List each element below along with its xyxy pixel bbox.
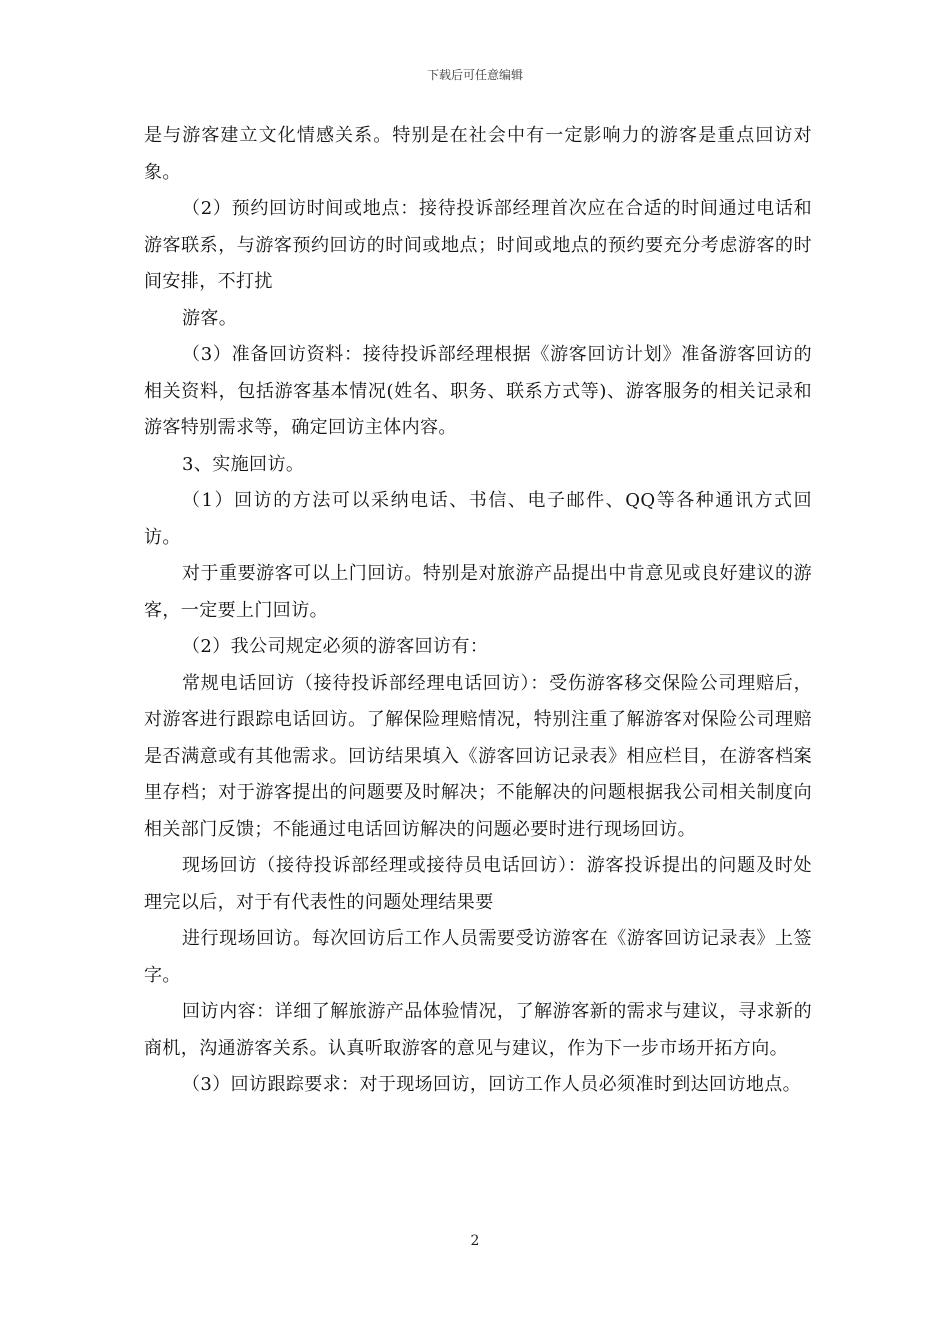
section-heading-3: 3、实施回访。 — [182, 453, 305, 475]
paragraph-3: 游客。 — [182, 307, 238, 329]
paragraph-11: 进行现场回访。每次回访后工作人员需要受访游客在《游客回访记录表》上签字。 — [144, 928, 812, 986]
paragraph-7: 对于重要游客可以上门回访。特别是对旅游产品提出中肯意见或良好建议的游客，一定要上门回访。 — [144, 563, 812, 621]
page-header: 下载后可任意编辑 — [426, 68, 523, 82]
paragraph-1: 是与游客建立文化情感关系。特别是在社会中有一定影响力的游客是重点回访对象。 — [144, 125, 812, 183]
page-number: 2 — [470, 1233, 480, 1249]
paragraph-8: （2）我公司规定必须的游客回访有： — [182, 636, 489, 657]
paragraph-12: 回访内容：详细了解旅游产品体验情况，了解游客新的需求与建议，寻求新的商机，沟通游客关系。认真听取游客的意见与建议，作为下一步市场开拓方向。 — [144, 1001, 812, 1059]
paragraph-2: （2）预约回访时间或地点：接待投诉部经理首次应在合适的时间通过电话和游客联系，与游客预约回访的时间或地点；时间或地点的预约要充分考虑游客的时间安排，不打扰 — [144, 198, 812, 292]
paragraph-13: （3）回访跟踪要求：对于现场回访，回访工作人员必须准时到达回访地点。 — [182, 1074, 802, 1095]
paragraph-10: 现场回访（接待投诉部经理或接待员电话回访）：游客投诉提出的问题及时处理完以后，对于有代表性的问题处理结果要 — [144, 855, 812, 913]
paragraph-9: 常规电话回访（接待投诉部经理电话回访）：受伤游客移交保险公司理赔后，对游客进行跟踪电话回访。了解保险理赔情况，特别注重了解游客对保险公司理赔是否满意或有其他需求。回访结果填入《游客回访记录表》相应栏目，在游客档案里存档；对于游客提出的问题要及时解决；不能解决的问题根据我公司相关制度向相关部门反馈；不能通过电话回访解决的问题必要时进行现场回访。 — [144, 672, 812, 840]
paragraph-6: （1）回访的方法可以采纳电话、书信、电子邮件、QQ等各种通讯方式回访。 — [144, 490, 812, 548]
document-body — [144, 118, 812, 1104]
paragraph-4: （3）准备回访资料：接待投诉部经理根据《游客回访计划》准备游客回访的相关资料，包括游客基本情况(姓名、职务、联系方式等)、游客服务的相关记录和游客特别需求等，确定回访主体内容。 — [144, 344, 812, 438]
